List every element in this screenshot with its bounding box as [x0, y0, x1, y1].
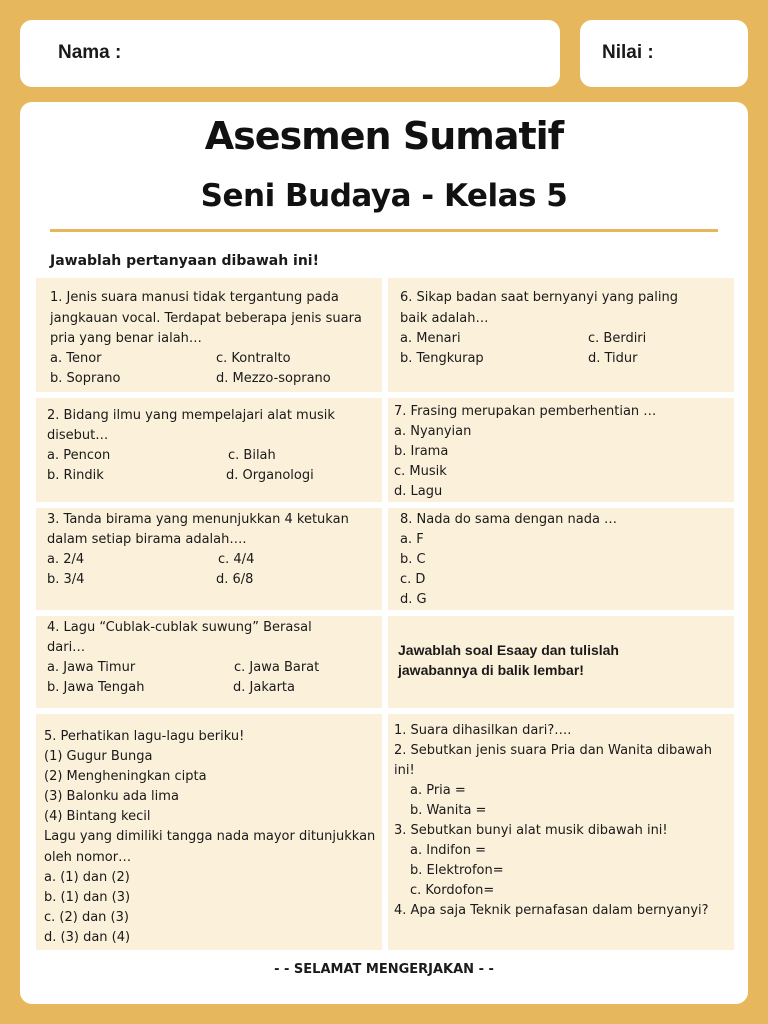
option-d[interactable]: d. (3) dan (4) [44, 930, 131, 945]
question-text: pria yang benar ialah… [50, 331, 202, 346]
footer-message: - - SELAMAT MENGERJAKAN - - [274, 962, 494, 977]
question-text: dari… [47, 640, 86, 655]
essay-question: ini! [394, 763, 415, 778]
option-c[interactable]: c. D [400, 572, 426, 587]
essay-subitem: b. Elektrofon= [410, 863, 504, 878]
name-label: Nama : [58, 42, 122, 63]
essay-instruction: Jawablah soal Esaay dan tulislah [398, 642, 619, 658]
question-text: 8. Nada do sama dengan nada … [400, 512, 618, 527]
essay-subitem: c. Kordofon= [410, 883, 495, 898]
essay-subitem: b. Wanita = [410, 803, 487, 818]
score-box[interactable] [580, 20, 748, 87]
option-c[interactable]: c. (2) dan (3) [44, 910, 129, 925]
option-b[interactable]: b. (1) dan (3) [44, 890, 131, 905]
question-text: 2. Bidang ilmu yang mempelajari alat musik [47, 408, 335, 423]
list-item: (2) Mengheningkan cipta [44, 769, 207, 784]
question-text: disebut… [47, 428, 109, 443]
option-b[interactable]: b. Tengkurap [400, 351, 484, 366]
option-c[interactable]: c. 4/4 [218, 552, 255, 567]
essay-subitem: a. Pria = [410, 783, 466, 798]
question-text: 3. Tanda birama yang menunjukkan 4 ketukan [47, 512, 349, 527]
option-c[interactable]: c. Berdiri [588, 331, 647, 346]
title-divider [50, 229, 718, 232]
option-a[interactable]: a. F [400, 532, 424, 547]
option-a[interactable]: a. Pencon [47, 448, 111, 463]
question-card [36, 398, 382, 502]
question-text: 1. Jenis suara manusi tidak tergantung pada [50, 290, 339, 305]
question-text: baik adalah… [400, 311, 489, 326]
score-label: Nilai : [602, 42, 654, 63]
name-box[interactable] [20, 20, 560, 87]
list-item: (3) Balonku ada lima [44, 789, 179, 804]
essay-instruction: jawabannya di balik lembar! [398, 662, 584, 678]
option-a[interactable]: a. 2/4 [47, 552, 85, 567]
option-a[interactable]: a. (1) dan (2) [44, 870, 130, 885]
question-card [388, 508, 734, 610]
question-card [36, 508, 382, 610]
option-b[interactable]: b. Rindik [47, 468, 104, 483]
question-text: dalam setiap birama adalah…. [47, 532, 247, 547]
question-card [36, 278, 382, 392]
question-text: jangkauan vocal. Terdapat beberapa jenis suara [50, 311, 362, 326]
essay-note-card [388, 616, 734, 708]
essay-card [388, 714, 734, 950]
question-card [36, 714, 382, 950]
option-b[interactable]: b. Irama [394, 444, 449, 459]
list-item: (1) Gugur Bunga [44, 749, 153, 764]
option-d[interactable]: d. Lagu [394, 484, 443, 499]
option-b[interactable]: b. C [400, 552, 426, 567]
list-item: (4) Bintang kecil [44, 809, 151, 824]
question-text: 7. Frasing merupakan pemberhentian … [394, 404, 657, 419]
option-d[interactable]: d. Organologi [226, 468, 314, 483]
instruction: Jawablah pertanyaan dibawah ini! [50, 253, 319, 269]
option-a[interactable]: a. Jawa Timur [47, 660, 136, 675]
option-d[interactable]: d. Mezzo-soprano [216, 371, 331, 386]
essay-question: 4. Apa saja Teknik pernafasan dalam bernyanyi? [394, 903, 709, 918]
essay-question: 3. Sebutkan bunyi alat musik dibawah ini! [394, 823, 668, 838]
essay-question: 1. Suara dihasilkan dari?…. [394, 723, 572, 738]
option-c[interactable]: c. Kontralto [216, 351, 291, 366]
question-text: Lagu yang dimiliki tangga nada mayor ditunjukkan [44, 829, 376, 844]
question-card [388, 278, 734, 392]
option-d[interactable]: d. G [400, 592, 427, 607]
question-card [388, 398, 734, 502]
essay-subitem: a. Indifon = [410, 843, 486, 858]
question-text: 5. Perhatikan lagu-lagu beriku! [44, 729, 245, 744]
page-title: Asesmen Sumatif [204, 114, 564, 158]
question-text: oleh nomor… [44, 850, 132, 865]
option-d[interactable]: d. 6/8 [216, 572, 254, 587]
question-text: 4. Lagu “Cublak-cublak suwung” Berasal [47, 620, 312, 635]
option-b[interactable]: b. 3/4 [47, 572, 85, 587]
option-a[interactable]: a. Nyanyian [394, 424, 472, 439]
essay-question: 2. Sebutkan jenis suara Pria dan Wanita dibawah [394, 743, 713, 758]
option-b[interactable]: b. Jawa Tengah [47, 680, 145, 695]
page-subtitle: Seni Budaya - Kelas 5 [200, 178, 568, 214]
option-b[interactable]: b. Soprano [50, 371, 121, 386]
option-d[interactable]: d. Jakarta [233, 680, 295, 695]
option-a[interactable]: a. Tenor [50, 351, 102, 366]
question-card [36, 616, 382, 708]
option-d[interactable]: d. Tidur [588, 351, 638, 366]
option-c[interactable]: c. Jawa Barat [234, 660, 320, 675]
question-text: 6. Sikap badan saat bernyanyi yang paling [400, 290, 678, 305]
option-c[interactable]: c. Musik [394, 464, 447, 479]
option-c[interactable]: c. Bilah [228, 448, 276, 463]
option-a[interactable]: a. Menari [400, 331, 461, 346]
